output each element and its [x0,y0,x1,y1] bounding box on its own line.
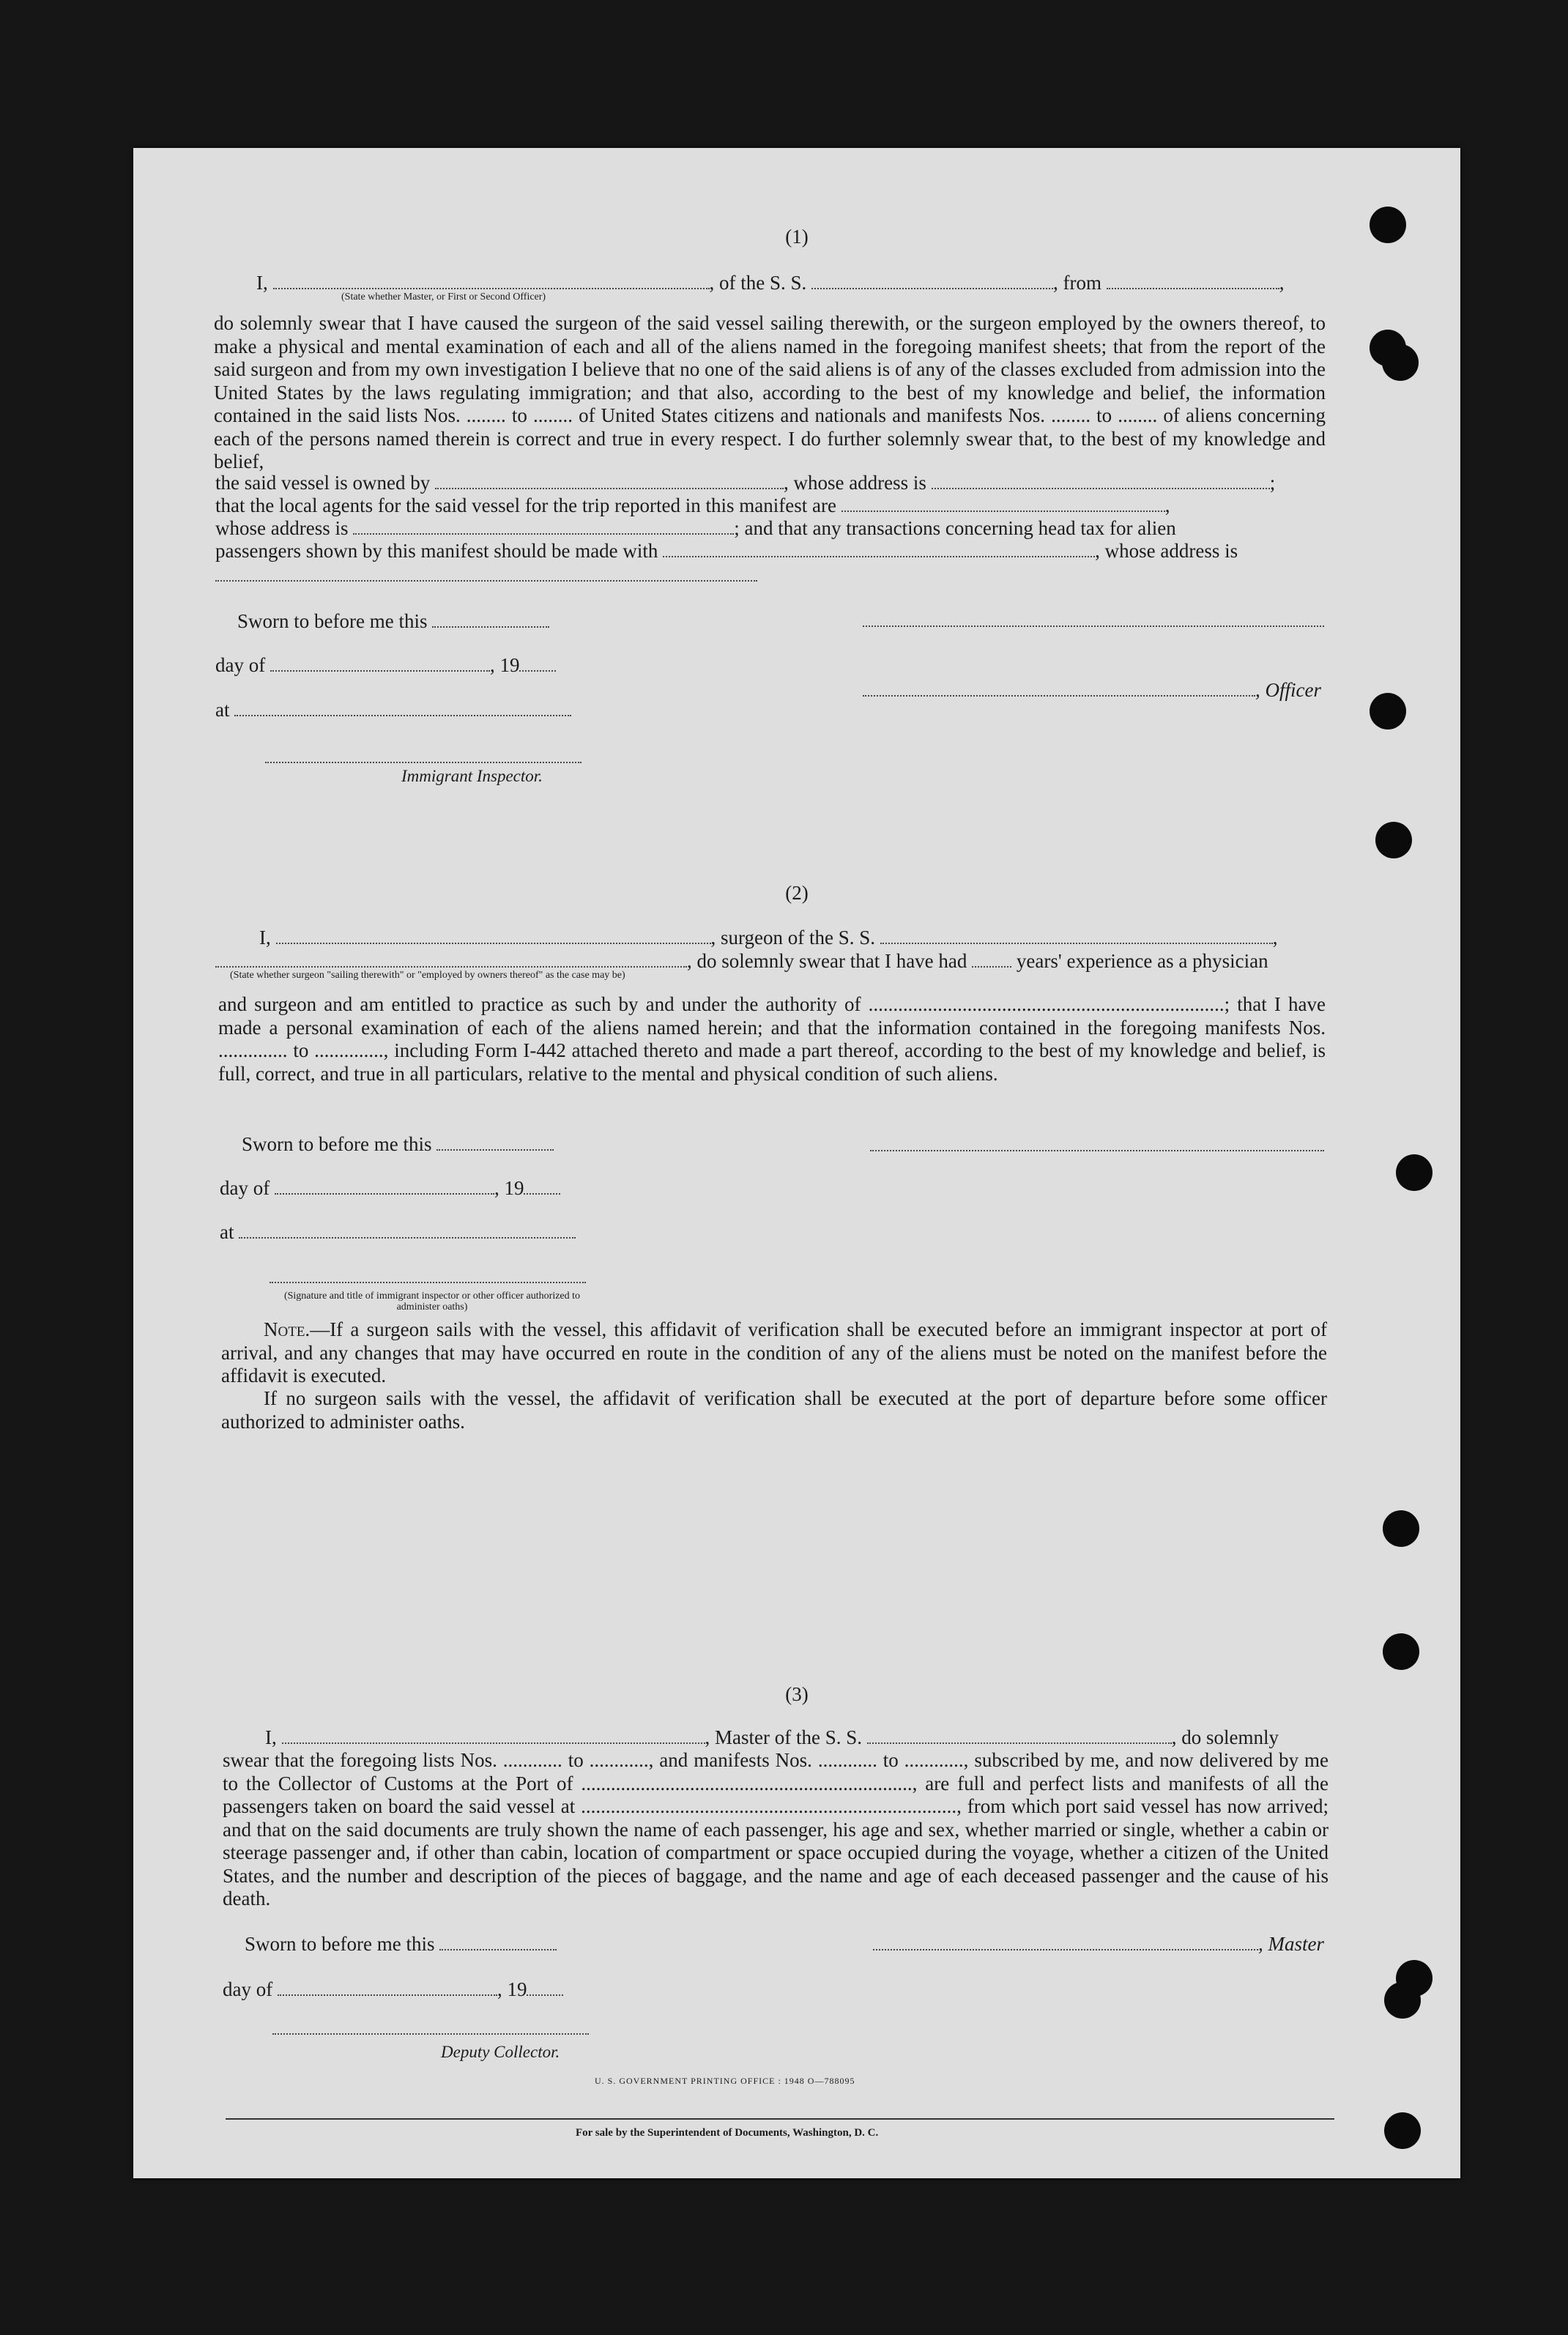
gpo-imprint: U. S. GOVERNMENT PRINTING OFFICE : 1948 O—788095 [595,2076,855,2086]
owned-by-line: the said vessel is owned by , whose address is ; [215,472,1276,494]
s2-sworn: Sworn to before me this [242,1132,554,1156]
s2-signature-line [270,1282,586,1283]
officer-line: , Officer [863,678,1321,702]
master-line: , Master [873,1932,1324,1956]
section-1-heading: (1) [785,226,809,248]
s1-sworn: Sworn to before me this [237,609,549,633]
s1-at: at [215,698,571,721]
local-agents-line: that the local agents for the said vessel for the trip reported in this manifest are , [215,494,1170,516]
punch-hole [1370,693,1406,730]
whose-address-line: whose address is ; and that any transactions concerning head tax for alien [215,517,1176,539]
footer-rule [226,2118,1334,2120]
section-3-line-1: I, , Master of the S. S. , do solemnly [265,1726,1279,1748]
punch-hole [1383,1510,1419,1547]
signature-title-note: (Signature and title of immigrant inspector or other officer authorized to administer oaths) [283,1291,581,1313]
surgeon-note-paragraph: Note.—If a surgeon sails with the vessel, this affidavit of verification shall be executed before an immigrant inspector at port of arrival, and any changes that may have occurred en route in the condition of any of the aliens must be noted on the manifest before the affidavit is executed. [221,1318,1327,1386]
s2-at: at [220,1220,576,1244]
section-2-body: and surgeon and am entitled to practice as such by and under the authority of ........................................................................; that I have made a personal examination of each of the aliens named herein; and that the information contained in the foregoing manifests Nos. .............. to .............., including Form I-442 attached thereto and made a part thereof, according to the best of my knowledge and belief, is full, correct, and true in all particulars, relative to the mental and physical condition of such aliens. [218,993,1326,1085]
section-1-line-1: I, , of the S. S. , from , [256,272,1285,294]
deputy-signature-line [272,2033,589,2035]
address-continuation-line [215,580,757,582]
section-2-line-1: I, , surgeon of the S. S. , [259,927,1278,949]
surgeon-note: (State whether surgeon "sailing therewith" or "employed by owners thereof" as the case may be) [230,970,625,981]
head-tax-line: passengers shown by this manifest should be made with , whose address is [215,540,1238,562]
s1-day-of: day of , 19 [215,653,556,677]
inspector-signature-line [265,762,582,763]
s3-day-of: day of , 19 [223,1978,563,2001]
punch-hole [1384,1982,1421,2019]
section-2-heading: (2) [785,882,809,904]
section-3-body: swear that the foregoing lists Nos. ............ to ............, and manifests Nos. ............ to ............, subscribed by me, and now delivered by me to the Collector of Customs at the Port of ..................................................................., are full and perfect lists and manifests of all the passengers taken on board the said vessel at ............................................................................, from which port said vessel has now arrived; and that on the said documents are truly shown the name of each passenger, his age and sex, whether married or single, whether a cabin or steerage passenger and, if other than cabin, location of compartment or space occupied during the voyage, whether a citizen of the United States, and the number and description of the pieces of baggage, and the name and age of each deceased passenger and the cause of his death. [223,1749,1329,1909]
punch-hole [1382,344,1419,381]
punch-hole [1375,822,1412,858]
no-surgeon-paragraph: If no surgeon sails with the vessel, the affidavit of verification shall be executed at the port of departure before some officer authorized to administer oaths. [221,1387,1327,1433]
immigrant-inspector-label: Immigrant Inspector. [401,767,543,785]
s3-sworn: Sworn to before me this [245,1932,557,1956]
section-3-heading: (3) [785,1683,809,1705]
sale-notice: For sale by the Superintendent of Documents, Washington, D. C. [576,2127,879,2139]
punch-hole [1383,1633,1419,1670]
manifest-sheet [133,148,1460,2178]
punch-hole [1384,2112,1421,2149]
officer-signature-line [863,625,1324,627]
surgeon-signature-line [870,1150,1324,1151]
section-2-line-2: , do solemnly swear that I have had years' experience as a physician [215,949,1268,973]
section-1-body: do solemnly swear that I have caused the surgeon of the said vessel sailing therewith, or the surgeon employed by the owners thereof, to make a physical and mental examination of each and all of the aliens named in the foregoing manifest sheets; that from the report of the said surgeon and from my own investigation I believe that no one of the said aliens is of any of the classes excluded from admission into the United States by the laws regulating immigration; and that also, according to the best of my knowledge and belief, the information contained in the said lists Nos. ........ to ........ of United States citizens and nationals and manifests Nos. ........ to ........ of aliens concerning each of the persons named therein is correct and true in every respect. I do further solemnly swear that, to the best of my knowledge and belief, [214,312,1326,472]
s2-day-of: day of , 19 [220,1176,560,1200]
master-note: (State whether Master, or First or Second Officer) [341,292,546,302]
punch-hole [1396,1154,1433,1191]
deputy-collector-label: Deputy Collector. [441,2043,560,2061]
